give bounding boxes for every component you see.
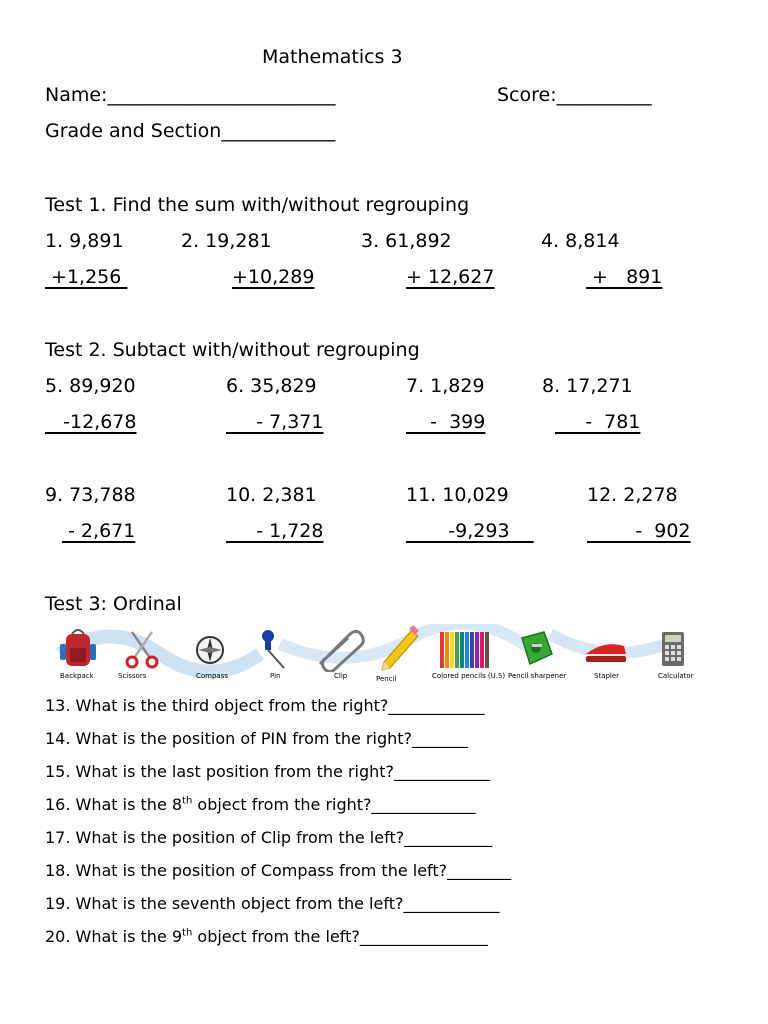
calculator-icon [650, 624, 700, 672]
object-pencil [372, 624, 422, 686]
object-label-compass: Compass [196, 672, 229, 680]
object-label-colored-pencils: Colored pencils (U.S) [432, 672, 506, 680]
question-15: 15. What is the last position from the right?____________ [45, 762, 491, 781]
score-line [497, 86, 652, 105]
object-label-calculator: Calculator [658, 672, 694, 680]
problem-2-bottom: +10,289 [232, 266, 315, 288]
question-20: 20. What is the 9th object from the left?________________ [45, 927, 488, 946]
problem-4-top: 4. 8,814 [541, 230, 620, 252]
object-calculator [650, 624, 700, 686]
problem-3-top: 3. 61,892 [361, 230, 452, 252]
object-backpack [54, 624, 104, 686]
question-13: 13. What is the third object from the right?____________ [45, 696, 485, 715]
problem-5-top: 5. 89,920 [45, 375, 136, 397]
object-label-pin: Pin [270, 672, 281, 680]
problem-7-bottom: - 399 [406, 411, 486, 433]
name-blank: ________________________ [107, 84, 336, 106]
object-compass [188, 624, 238, 686]
problem-11-top: 11. 10,029 [406, 484, 509, 506]
object-label-stapler: Stapler [594, 672, 620, 680]
problem-8-bottom: - 781 [555, 411, 641, 433]
object-colored-pencils [430, 624, 510, 686]
question-18: 18. What is the position of Compass from the left?________ [45, 861, 512, 880]
problem-1-bottom: +1,256 [45, 266, 128, 288]
question-17: 17. What is the position of Clip from the left?___________ [45, 828, 493, 847]
problem-9-top: 9. 73,788 [45, 484, 136, 506]
pencil-icon [372, 624, 422, 676]
problem-2-top: 2. 19,281 [181, 230, 272, 252]
object-label-clip: Clip [334, 672, 348, 680]
problem-3-bottom: + 12,627 [406, 266, 495, 288]
test2-heading: Test 2. Subtact with/without regrouping [45, 339, 420, 361]
score-label: Score: [497, 84, 557, 106]
objects-strip [50, 624, 700, 686]
question-16: 16. What is the 8th object from the right?_____________ [45, 795, 476, 814]
name-label: Name: [45, 84, 108, 106]
backpack-icon [54, 624, 104, 672]
problem-4-bottom: + 891 [586, 266, 663, 288]
object-label-backpack: Backpack [60, 672, 94, 680]
problem-12-bottom: - 902 [587, 520, 691, 542]
grade-label: Grade and Section [45, 120, 222, 142]
question-14: 14. What is the position of PIN from the right?_______ [45, 729, 469, 748]
problem-8-top: 8. 17,271 [542, 375, 633, 397]
grade-blank: ____________ [221, 120, 336, 142]
test3-heading: Test 3: Ordinal [45, 593, 182, 615]
object-pin [254, 624, 298, 686]
problem-10-top: 10. 2,381 [226, 484, 317, 506]
pencil-sharpener-icon [508, 624, 570, 672]
colored-pencils-icon [430, 624, 510, 672]
scissors-icon [118, 624, 168, 672]
object-label-scissors: Scissors [118, 672, 147, 680]
object-label-pencil-sharpener: Pencil sharpener [508, 672, 567, 680]
grade-line [45, 122, 335, 141]
object-clip [312, 624, 372, 686]
problem-12-top: 12. 2,278 [587, 484, 678, 506]
paperclip-icon [312, 624, 372, 672]
object-stapler [580, 624, 632, 686]
problem-9-bottom: - 2,671 [62, 520, 136, 542]
question-19: 19. What is the seventh object from the left?____________ [45, 894, 500, 913]
problem-6-bottom: - 7,371 [226, 411, 324, 433]
test1-heading: Test 1. Find the sum with/without regrouping [45, 194, 470, 216]
stapler-icon [580, 624, 632, 672]
problem-11-bottom: -9,293 [406, 520, 534, 542]
compass-icon [188, 624, 238, 672]
object-pencil-sharpener [508, 624, 570, 686]
problem-5-bottom: -12,678 [45, 411, 137, 433]
score-blank: __________ [556, 84, 652, 106]
problem-1-top: 1. 9,891 [45, 230, 124, 252]
object-scissors [118, 624, 168, 686]
name-line [45, 86, 335, 105]
problem-6-top: 6. 35,829 [226, 375, 317, 397]
pin-icon [254, 624, 298, 672]
problem-7-top: 7. 1,829 [406, 375, 485, 397]
problem-10-bottom: - 1,728 [226, 520, 324, 542]
page-title: Mathematics 3 [262, 46, 403, 68]
object-label-pencil: Pencil [376, 675, 397, 683]
